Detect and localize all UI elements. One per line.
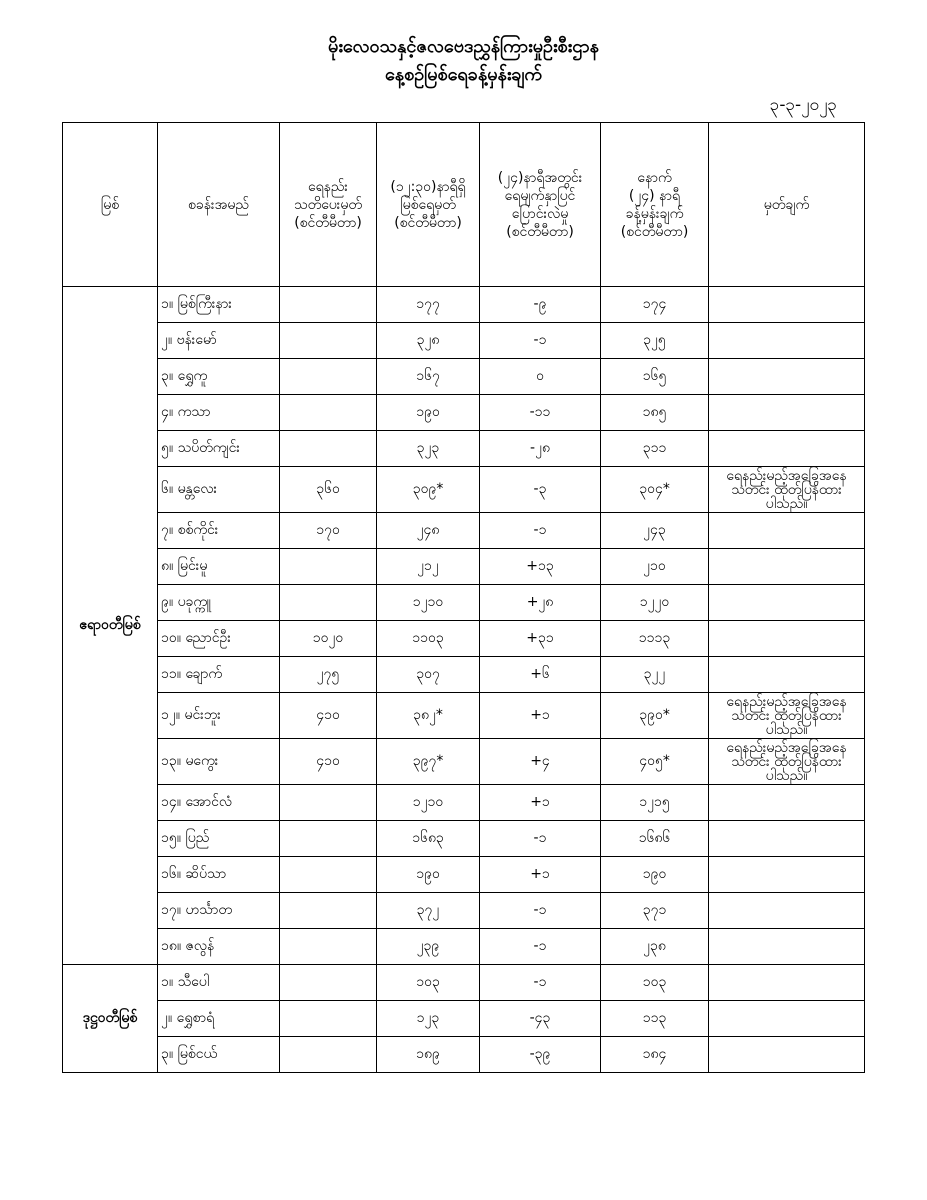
col-header-line: ခန့်မှန်းချက်: [625, 205, 684, 222]
forecast-cell: ၁၇၄: [601, 287, 709, 323]
danger-level-cell: [280, 893, 377, 929]
forecast-cell: ၁၂၂၀: [601, 585, 709, 621]
danger-level-cell: ၁၇၀: [280, 513, 377, 549]
table-row: [63, 395, 865, 431]
observed-level-cell: ၁၆၇: [377, 359, 480, 395]
danger-level-cell: ၄၁၀: [280, 739, 377, 785]
danger-level-cell: [280, 929, 377, 965]
forecast-cell: ၃၇၁: [601, 893, 709, 929]
forecast-cell: ၃၁၁: [601, 431, 709, 467]
remark-cell: [709, 549, 865, 585]
title-line-2: နေ့စဉ်မြစ်ရေခန့်မှန်းချက်: [385, 64, 542, 85]
col-header-line: နောက်: [637, 169, 672, 186]
table-row: [63, 513, 865, 549]
change-cell: +၄: [480, 739, 601, 785]
station-name-cell: ၃။ မြစ်ငယ်: [158, 1037, 280, 1073]
observed-level-cell: ၂၃၉: [377, 929, 480, 965]
danger-level-cell: [280, 395, 377, 431]
forecast-cell: ၁၁၃: [601, 1001, 709, 1037]
table-row: [63, 1037, 865, 1073]
col-header-line: (စင်တီမီတာ): [394, 214, 462, 231]
station-name-cell: ၁။ သီပေါ: [158, 965, 280, 1001]
remark-cell: [709, 359, 865, 395]
table-row: [63, 323, 865, 359]
forecast-cell: ၂၄၃: [601, 513, 709, 549]
table-row: [63, 359, 865, 395]
station-name-cell: ၁၁။ ချောက်: [158, 657, 280, 693]
table-row: [63, 785, 865, 821]
danger-level-cell: [280, 1037, 377, 1073]
danger-level-cell: [280, 821, 377, 857]
danger-level-cell: ၁၀၂၀: [280, 621, 377, 657]
change-cell: +၆: [480, 657, 601, 693]
table-header-row: [63, 123, 865, 287]
river-forecast-table: [62, 122, 865, 1073]
remark-cell: [709, 785, 865, 821]
table-row: [63, 893, 865, 929]
remark-cell: [709, 965, 865, 1001]
danger-level-cell: [280, 431, 377, 467]
observed-level-cell: ၁၇၇: [377, 287, 480, 323]
observed-level-cell: ၁၆၈၃: [377, 821, 480, 857]
danger-level-cell: [280, 287, 377, 323]
station-name-cell: ၂။ ဗန်းမော်: [158, 323, 280, 359]
danger-level-cell: [280, 585, 377, 621]
table-row: [63, 821, 865, 857]
forecast-cell: ၁၂၁၅: [601, 785, 709, 821]
danger-level-cell: [280, 857, 377, 893]
observed-level-cell: ၃၀၉*: [377, 467, 480, 513]
observed-level-cell: ၁၂၁၀: [377, 785, 480, 821]
station-name-cell: ၁။ မြစ်ကြီးနား: [158, 287, 280, 323]
table-row: [63, 857, 865, 893]
observed-level-cell: ၃၂၃: [377, 431, 480, 467]
forecast-cell: ၃၂၂: [601, 657, 709, 693]
table-row: [63, 657, 865, 693]
col-header-line: သတိပေးမှတ်: [294, 196, 362, 213]
change-cell: -၉: [480, 287, 601, 323]
station-name-cell: ၉။ ပခုက္ကူ: [158, 585, 280, 621]
col-header-line: ရေနည်း: [308, 178, 348, 195]
remark-cell: [709, 395, 865, 431]
observed-level-cell: ၁၁၀၃: [377, 621, 480, 657]
table-row: [63, 1001, 865, 1037]
forecast-cell: ၁၁၁၃: [601, 621, 709, 657]
col-header-line: (စင်တီမီတာ): [620, 223, 689, 240]
remark-cell: [709, 287, 865, 323]
change-cell: -၁: [480, 893, 601, 929]
remark-cell: [709, 513, 865, 549]
col-header-line: (၂၄) နာရီ: [628, 187, 681, 204]
forecast-cell: ၁၆၈၆: [601, 821, 709, 857]
col-header-line: ရေမျက်နှာပြင်: [504, 187, 576, 204]
forecast-cell: ၃၂၅: [601, 323, 709, 359]
table-row: [63, 965, 865, 1001]
change-cell: +၂၈: [480, 585, 601, 621]
col-header-station: စခန်းအမည်: [158, 123, 280, 287]
title-line-1: မိုးလေဝသနှင့်ဇလဗေဒညွှန်ကြားမှုဦးစီးဌာန: [328, 36, 599, 57]
forecast-cell: ၁၆၅: [601, 359, 709, 395]
river-name-cell: ဧရာဝတီမြစ်: [63, 287, 158, 965]
observed-level-cell: ၂၁၂: [377, 549, 480, 585]
table-row: [63, 431, 865, 467]
change-cell: -၄၃: [480, 1001, 601, 1037]
table-row: [63, 287, 865, 323]
change-cell: ၀: [480, 359, 601, 395]
station-name-cell: ၁၇။ ဟင်္သာတ: [158, 893, 280, 929]
danger-level-cell: [280, 359, 377, 395]
station-name-cell: ၇။ စစ်ကိုင်း: [158, 513, 280, 549]
report-date: ၃-၃-၂၀၂၃: [769, 95, 837, 115]
danger-level-cell: ၃၆၀: [280, 467, 377, 513]
forecast-cell: ၁၈၄: [601, 1037, 709, 1073]
station-name-cell: ၁၈။ ဇလွန်: [158, 929, 280, 965]
table-row: [63, 929, 865, 965]
station-name-cell: ၈။ မြင်းမူ: [158, 549, 280, 585]
forecast-cell: ၁၈၅: [601, 395, 709, 431]
remark-cell: [709, 657, 865, 693]
col-header-river: မြစ်: [63, 123, 158, 287]
change-cell: +၁၃: [480, 549, 601, 585]
col-header-line: မြစ်ရေမှတ်: [400, 196, 456, 213]
table-row: [63, 693, 865, 739]
observed-level-cell: ၃၂၈: [377, 323, 480, 359]
change-cell: -၁: [480, 929, 601, 965]
col-header-danger-level: [280, 123, 377, 287]
remark-cell: [709, 431, 865, 467]
forecast-cell: ၂၃၈: [601, 929, 709, 965]
change-cell: +၁: [480, 693, 601, 739]
observed-level-cell: ၃၇၂: [377, 893, 480, 929]
table-row: [63, 621, 865, 657]
change-cell: -၂၈: [480, 431, 601, 467]
observed-level-cell: ၃၈၂*: [377, 693, 480, 739]
observed-level-cell: ၁၉၀: [377, 395, 480, 431]
observed-level-cell: ၁၂၃: [377, 1001, 480, 1037]
station-name-cell: ၁၃။ မကွေး: [158, 739, 280, 785]
remark-cell: [709, 1001, 865, 1037]
col-header-line: (စင်တီမီတာ): [294, 214, 362, 231]
table-row: [63, 585, 865, 621]
observed-level-cell: ၃၉၇*: [377, 739, 480, 785]
change-cell: -၁၁: [480, 395, 601, 431]
station-name-cell: ၁၅။ ပြည်: [158, 821, 280, 857]
station-name-cell: ၄။ ကသာ: [158, 395, 280, 431]
danger-level-cell: [280, 965, 377, 1001]
station-name-cell: ၁၆။ ဆိပ်သာ: [158, 857, 280, 893]
danger-level-cell: ၂၇၅: [280, 657, 377, 693]
table-row: [63, 467, 865, 513]
remark-cell: [709, 621, 865, 657]
observed-level-cell: ၂၄၈: [377, 513, 480, 549]
station-name-cell: ၃။ ရွှေကူ: [158, 359, 280, 395]
forecast-cell: ၁၀၃: [601, 965, 709, 1001]
remark-cell: ရေနည်းမည့်အခြေအနေသတင်း ထုတ်ပြန်ထားပါသည်။: [709, 467, 865, 513]
danger-level-cell: [280, 785, 377, 821]
change-cell: -၁: [480, 323, 601, 359]
remark-cell: [709, 323, 865, 359]
col-header-change: [480, 123, 601, 287]
remark-cell: ရေနည်းမည့်အခြေအနေသတင်း ထုတ်ပြန်ထားပါသည်။: [709, 693, 865, 739]
change-cell: -၁: [480, 821, 601, 857]
col-header-observed: [377, 123, 480, 287]
danger-level-cell: ၄၁၀: [280, 693, 377, 739]
remark-cell: [709, 857, 865, 893]
change-cell: +၃၁: [480, 621, 601, 657]
remark-cell: [709, 585, 865, 621]
table-body: [63, 287, 865, 1073]
danger-level-cell: [280, 323, 377, 359]
col-header-line: (စင်တီမီတာ): [506, 223, 574, 240]
observed-level-cell: ၁၂၁၀: [377, 585, 480, 621]
remark-cell: [709, 1037, 865, 1073]
col-header-line: ပြောင်းလဲမှု: [511, 205, 569, 222]
change-cell: -၃၉: [480, 1037, 601, 1073]
observed-level-cell: ၁၉၀: [377, 857, 480, 893]
forecast-cell: ၁၉၀: [601, 857, 709, 893]
col-header-line: (၂၄)နာရီအတွင်း: [497, 169, 583, 186]
remark-cell: [709, 929, 865, 965]
col-header-remark: မှတ်ချက်: [709, 123, 865, 287]
forecast-cell: ၄၀၅*: [601, 739, 709, 785]
station-name-cell: ၁၄။ အောင်လံ: [158, 785, 280, 821]
change-cell: +၁: [480, 785, 601, 821]
observed-level-cell: ၁၈၉: [377, 1037, 480, 1073]
station-name-cell: ၁၀။ ညောင်ဦး: [158, 621, 280, 657]
observed-level-cell: ၃၀၇: [377, 657, 480, 693]
col-header-line: (၁၂:၃၀)နာရီရှိ: [390, 178, 466, 195]
table-row: [63, 549, 865, 585]
forecast-cell: ၂၁၀: [601, 549, 709, 585]
change-cell: -၁: [480, 965, 601, 1001]
remark-cell: ရေနည်းမည့်အခြေအနေသတင်း ထုတ်ပြန်ထားပါသည်။: [709, 739, 865, 785]
table-row: [63, 739, 865, 785]
station-name-cell: ၅။ သပိတ်ကျင်း: [158, 431, 280, 467]
station-name-cell: ၁၂။ မင်းဘူး: [158, 693, 280, 739]
station-name-cell: ၂။ ရွှေစာရံ: [158, 1001, 280, 1037]
remark-cell: [709, 821, 865, 857]
col-header-forecast: [601, 123, 709, 287]
river-name-cell: ဒုဋ္ဌဝတီမြစ်: [63, 965, 158, 1073]
station-name-cell: ၆။ မန္တလေး: [158, 467, 280, 513]
forecast-cell: ၃၀၄*: [601, 467, 709, 513]
forecast-cell: ၃၉၀*: [601, 693, 709, 739]
observed-level-cell: ၁၀၃: [377, 965, 480, 1001]
change-cell: -၁: [480, 513, 601, 549]
remark-cell: [709, 893, 865, 929]
change-cell: -၃: [480, 467, 601, 513]
danger-level-cell: [280, 1001, 377, 1037]
change-cell: +၁: [480, 857, 601, 893]
danger-level-cell: [280, 549, 377, 585]
